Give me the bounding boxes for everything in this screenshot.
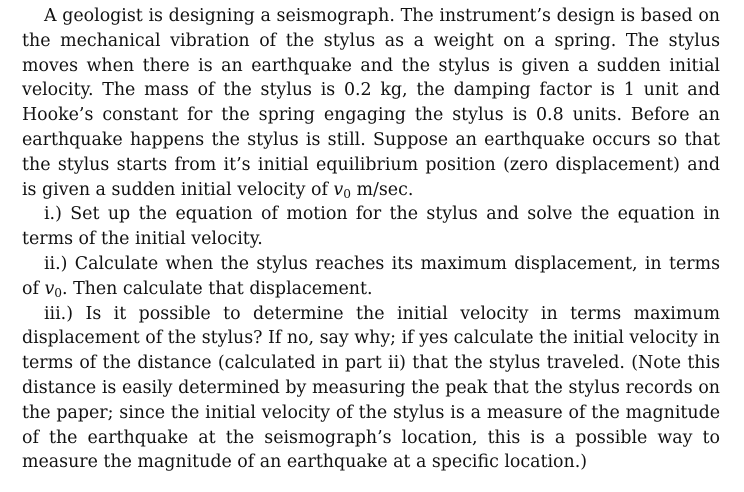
part-2-text-before: ii.) Calculate when the stylus reaches its maximum displacement, in terms of: [22, 253, 720, 299]
intro-text: A geologist is designing a seismograph. The instrument’s design is based on the mechanical vibration of the stylus as a weight on a spring. The stylus moves when there is an earthquake and the stylus is given a sudden initial velocity. The mass of the stylus is 0.2 kg, the damping factor is 1 unit and Hooke’s constant for the spring engaging the stylus is 0.8 units. Before an earthquake happens the stylus is still. Suppose an earthquake occurs so that the stylus starts from it’s initial equilibrium position (zero displacement) and is given a sudden initial velocity of: [22, 6, 720, 200]
part-2: [22, 252, 720, 302]
part-1: [22, 202, 720, 252]
intro-units: m/sec.: [350, 179, 414, 200]
initial-velocity-symbol: $v_0$: [333, 179, 351, 201]
part-3: [22, 302, 720, 476]
part-1-text: i.) Set up the equation of motion for the stylus and solve the equation in terms of the initial velocity.: [22, 204, 720, 250]
problem-intro: [22, 4, 720, 202]
part-3-text: iii.) Is it possible to determine the initial velocity in terms maximum displacement of the stylus? If no, say why; if yes calculate the initial velocity in terms of the distance (calculated in part ii) that the stylus traveled. (Note this distance is easily determined by measuring the peak that the stylus records on the paper; since the initial velocity of the stylus is a measure of the magnitude of the earthquake at the seismograph’s location, this is a possible way to measure the magnitude of an earthquake at a specific location.): [22, 303, 720, 473]
part-2-text-after: . Then calculate that displacement.: [62, 278, 373, 299]
initial-velocity-symbol-2: $v_0$: [44, 278, 63, 300]
